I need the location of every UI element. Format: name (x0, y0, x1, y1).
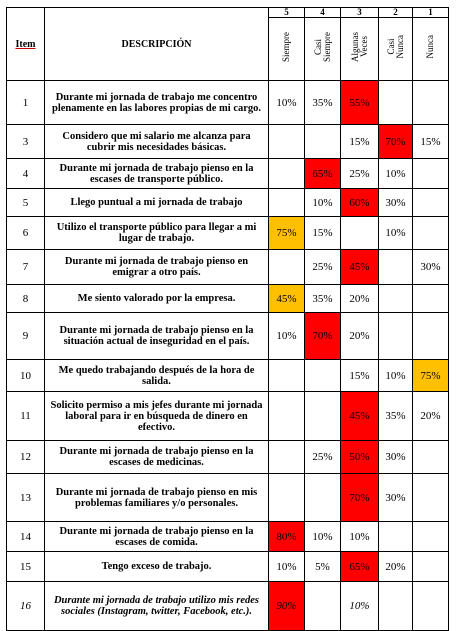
percentage-cell (269, 159, 305, 189)
survey-table-container (6, 7, 449, 631)
scale-label: Casi Siempre (312, 31, 332, 62)
item-description: Durante mi jornada de trabajo me concentro plenamente en las labores propias de mi cargo. (45, 81, 269, 125)
percentage-cell (413, 441, 449, 474)
table-row (7, 582, 449, 631)
item-description: Me siento valorado por la empresa. (45, 285, 269, 313)
percentage-cell: 20% (341, 313, 379, 360)
item-number: 14 (7, 522, 45, 552)
survey-table (6, 7, 449, 631)
percentage-cell (269, 392, 305, 441)
percentage-cell: 25% (305, 250, 341, 285)
item-number: 12 (7, 441, 45, 474)
percentage-cell: 10% (341, 582, 379, 631)
percentage-cell: 25% (341, 159, 379, 189)
percentage-cell (413, 552, 449, 582)
percentage-cell (269, 360, 305, 392)
scale-label-cell (269, 18, 305, 81)
percentage-cell: 25% (305, 441, 341, 474)
item-number: 15 (7, 552, 45, 582)
percentage-cell (413, 285, 449, 313)
percentage-cell: 10% (269, 552, 305, 582)
item-description: Solicito permiso a mis jefes durante mi jornada laboral para ir en búsqueda de dinero en efectivo. (45, 392, 269, 441)
item-description: Considero que mi salario me alcanza para cubrir mis necesidades básicas. (45, 125, 269, 159)
percentage-cell: 50% (341, 441, 379, 474)
scale-label-cell (379, 18, 413, 81)
percentage-cell: 35% (305, 285, 341, 313)
percentage-cell: 30% (379, 189, 413, 217)
percentage-cell: 60% (341, 189, 379, 217)
table-row (7, 217, 449, 250)
percentage-cell (413, 474, 449, 522)
scale-label-cell (305, 18, 341, 81)
item-number: 16 (7, 582, 45, 631)
item-description: Me quedo trabajando después de la hora de salida. (45, 360, 269, 392)
percentage-cell: 45% (341, 250, 379, 285)
percentage-cell: 65% (341, 552, 379, 582)
scale-label-cell (413, 18, 449, 81)
scale-label: Siempre (281, 31, 291, 62)
item-number: 13 (7, 474, 45, 522)
item-number: 9 (7, 313, 45, 360)
scale-label: Casi Nunca (385, 34, 405, 59)
item-number: 8 (7, 285, 45, 313)
percentage-cell: 15% (341, 360, 379, 392)
item-description: Utilizo el transporte público para llegar a mi lugar de trabajo. (45, 217, 269, 250)
item-number: 4 (7, 159, 45, 189)
percentage-cell: 30% (413, 250, 449, 285)
percentage-cell: 30% (379, 474, 413, 522)
table-row (7, 522, 449, 552)
percentage-cell: 10% (305, 522, 341, 552)
item-description: Llego puntual a mi jornada de trabajo (45, 189, 269, 217)
percentage-cell (305, 582, 341, 631)
item-description: Durante mi jornada de trabajo pienso en la escases de transporte público. (45, 159, 269, 189)
percentage-cell (305, 392, 341, 441)
item-description: Durante mi jornada de trabajo pienso en mis problemas familiares y/o personales. (45, 474, 269, 522)
percentage-cell: 30% (379, 441, 413, 474)
percentage-cell (269, 125, 305, 159)
description-column-header: DESCRIPCIÓN (45, 8, 269, 81)
percentage-cell (269, 250, 305, 285)
percentage-cell (379, 250, 413, 285)
percentage-cell: 75% (413, 360, 449, 392)
percentage-cell (413, 189, 449, 217)
percentage-cell (269, 441, 305, 474)
percentage-cell (379, 582, 413, 631)
percentage-cell: 5% (305, 552, 341, 582)
percentage-cell: 45% (269, 285, 305, 313)
item-description: Durante mi jornada de trabajo pienso en la escases de medicinas. (45, 441, 269, 474)
percentage-cell: 70% (341, 474, 379, 522)
percentage-cell (379, 522, 413, 552)
percentage-cell (413, 313, 449, 360)
percentage-cell (379, 81, 413, 125)
percentage-cell: 35% (379, 392, 413, 441)
scale-label-cell (341, 18, 379, 81)
scale-number: 4 (305, 8, 341, 18)
percentage-cell: 10% (341, 522, 379, 552)
percentage-cell: 20% (379, 552, 413, 582)
table-row (7, 474, 449, 522)
percentage-cell (305, 360, 341, 392)
scale-number: 2 (379, 8, 413, 18)
item-description: Durante mi jornada de trabajo pienso en la situación actual de inseguridad en el país. (45, 313, 269, 360)
table-row (7, 125, 449, 159)
percentage-cell: 70% (305, 313, 341, 360)
scale-label: Nunca (425, 34, 435, 59)
item-description: Durante mi jornada de trabajo utilizo mis redes sociales (Instagram, twitter, Facebook, etc.). (45, 582, 269, 631)
percentage-cell: 10% (269, 313, 305, 360)
percentage-cell: 90% (269, 582, 305, 631)
percentage-cell: 15% (413, 125, 449, 159)
percentage-cell: 15% (305, 217, 341, 250)
item-description: Durante mi jornada de trabajo pienso en emigrar a otro país. (45, 250, 269, 285)
item-number: 7 (7, 250, 45, 285)
percentage-cell: 15% (341, 125, 379, 159)
percentage-cell: 70% (379, 125, 413, 159)
percentage-cell (305, 474, 341, 522)
table-row (7, 392, 449, 441)
item-description: Durante mi jornada de trabajo pienso en la escases de comida. (45, 522, 269, 552)
table-row (7, 250, 449, 285)
scale-number: 3 (341, 8, 379, 18)
percentage-cell: 10% (379, 217, 413, 250)
percentage-cell (269, 189, 305, 217)
table-row (7, 159, 449, 189)
percentage-cell: 20% (341, 285, 379, 313)
percentage-cell: 65% (305, 159, 341, 189)
percentage-cell: 80% (269, 522, 305, 552)
table-row (7, 360, 449, 392)
percentage-cell (269, 474, 305, 522)
table-row (7, 441, 449, 474)
percentage-cell (413, 582, 449, 631)
item-number: 1 (7, 81, 45, 125)
table-row (7, 285, 449, 313)
table-row (7, 81, 449, 125)
table-row (7, 189, 449, 217)
scale-number: 5 (269, 8, 305, 18)
percentage-cell (413, 522, 449, 552)
table-row (7, 313, 449, 360)
percentage-cell: 35% (305, 81, 341, 125)
percentage-cell (413, 217, 449, 250)
scale-number-row (7, 8, 449, 18)
percentage-cell: 10% (269, 81, 305, 125)
percentage-cell: 10% (379, 360, 413, 392)
table-row (7, 552, 449, 582)
item-description: Tengo exceso de trabajo. (45, 552, 269, 582)
percentage-cell (413, 81, 449, 125)
item-number: 3 (7, 125, 45, 159)
percentage-cell (413, 159, 449, 189)
percentage-cell: 55% (341, 81, 379, 125)
percentage-cell: 45% (341, 392, 379, 441)
percentage-cell (341, 217, 379, 250)
percentage-cell (379, 313, 413, 360)
survey-table-body (7, 81, 449, 631)
item-number: 6 (7, 217, 45, 250)
percentage-cell (379, 285, 413, 313)
percentage-cell: 20% (413, 392, 449, 441)
item-number: 11 (7, 392, 45, 441)
percentage-cell: 10% (305, 189, 341, 217)
scale-number: 1 (413, 8, 449, 18)
item-number: 10 (7, 360, 45, 392)
percentage-cell (305, 125, 341, 159)
item-number: 5 (7, 189, 45, 217)
item-column-header: Item (7, 8, 45, 81)
scale-label: Algunas Veces (349, 31, 369, 62)
percentage-cell: 75% (269, 217, 305, 250)
percentage-cell: 10% (379, 159, 413, 189)
